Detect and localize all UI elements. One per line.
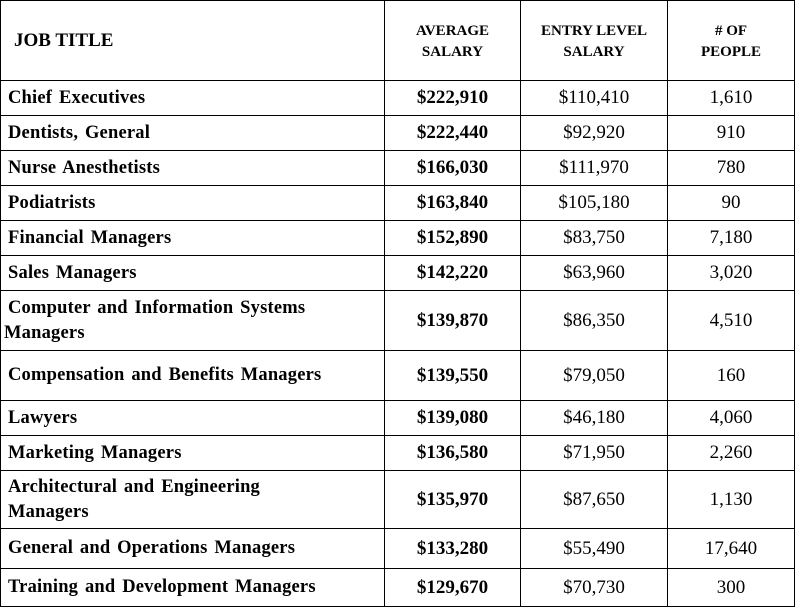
job-title-cell — [1, 291, 385, 351]
average-salary-cell: $142,220 — [385, 256, 521, 291]
job-title-cell: Sales Managers — [1, 256, 385, 291]
job-title-cell: Lawyers — [1, 401, 385, 436]
job-title-line1: Computer and Information Systems — [8, 297, 306, 318]
job-title-cell: Podiatrists — [1, 186, 385, 221]
people-count-cell: 780 — [668, 151, 795, 186]
average-salary-header-line2: SALARY — [421, 43, 484, 60]
people-count-cell: 2,260 — [668, 436, 795, 471]
entry-salary-cell: $71,950 — [521, 436, 668, 471]
table-row — [1, 471, 795, 529]
people-count-cell: 4,510 — [668, 291, 795, 351]
job-title-cell — [1, 471, 385, 529]
job-title-line2: Managers — [4, 322, 85, 343]
table-row — [1, 351, 795, 401]
entry-salary-cell: $79,050 — [521, 351, 668, 401]
job-title-cell: Training and Development Managers — [1, 569, 385, 607]
average-salary-header — [385, 1, 521, 81]
average-salary-cell: $163,840 — [385, 186, 521, 221]
people-count-cell: 90 — [668, 186, 795, 221]
average-salary-cell: $136,580 — [385, 436, 521, 471]
entry-salary-cell: $83,750 — [521, 221, 668, 256]
entry-salary-cell: $105,180 — [521, 186, 668, 221]
average-salary-cell: $139,870 — [385, 291, 521, 351]
average-salary-cell: $222,910 — [385, 81, 521, 116]
people-count-cell: 1,130 — [668, 471, 795, 529]
people-count-cell: 910 — [668, 116, 795, 151]
average-salary-cell: $135,970 — [385, 471, 521, 529]
table-header — [1, 1, 795, 81]
people-count-cell: 160 — [668, 351, 795, 401]
people-count-cell: 3,020 — [668, 256, 795, 291]
job-title-cell: Marketing Managers — [1, 436, 385, 471]
table-row — [1, 221, 795, 256]
job-title-cell: General and Operations Managers — [1, 529, 385, 569]
job-title-header: JOB TITLE — [1, 1, 385, 81]
job-title-line1: Architectural and Engineering — [8, 476, 261, 497]
entry-salary-cell: $63,960 — [521, 256, 668, 291]
entry-level-salary-header — [521, 1, 668, 81]
entry-salary-cell: $55,490 — [521, 529, 668, 569]
average-salary-cell: $139,550 — [385, 351, 521, 401]
people-count-cell: 1,610 — [668, 81, 795, 116]
people-header-line2: PEOPLE — [700, 43, 761, 60]
people-header-line1: # OF — [714, 22, 748, 39]
average-salary-cell: $222,440 — [385, 116, 521, 151]
table-row — [1, 401, 795, 436]
entry-salary-cell: $92,920 — [521, 116, 668, 151]
job-title-cell: Dentists, General — [1, 116, 385, 151]
entry-salary-cell: $111,970 — [521, 151, 668, 186]
entry-level-header-line2: SALARY — [563, 43, 625, 60]
table-row — [1, 116, 795, 151]
table-row — [1, 256, 795, 291]
average-salary-cell: $133,280 — [385, 529, 521, 569]
table-row — [1, 291, 795, 351]
entry-salary-cell: $86,350 — [521, 291, 668, 351]
entry-salary-cell: $87,650 — [521, 471, 668, 529]
table-row — [1, 569, 795, 607]
entry-salary-cell: $46,180 — [521, 401, 668, 436]
header-row — [1, 1, 795, 81]
table-body — [1, 81, 795, 607]
entry-salary-cell: $70,730 — [521, 569, 668, 607]
table-row — [1, 529, 795, 569]
entry-salary-cell: $110,410 — [521, 81, 668, 116]
people-count-cell: 7,180 — [668, 221, 795, 256]
table-row — [1, 81, 795, 116]
people-count-cell: 300 — [668, 569, 795, 607]
job-title-cell: Nurse Anesthetists — [1, 151, 385, 186]
average-salary-cell: $152,890 — [385, 221, 521, 256]
average-salary-cell: $129,670 — [385, 569, 521, 607]
job-title-cell: Chief Executives — [1, 81, 385, 116]
table-row — [1, 186, 795, 221]
job-title-line2: Managers — [8, 501, 89, 522]
entry-level-header-line1: ENTRY LEVEL — [540, 22, 648, 39]
average-salary-header-line1: AVERAGE — [415, 22, 490, 39]
job-title-cell: Compensation and Benefits Managers — [1, 351, 385, 401]
job-title-cell: Financial Managers — [1, 221, 385, 256]
average-salary-cell: $166,030 — [385, 151, 521, 186]
table-row — [1, 151, 795, 186]
people-count-cell: 17,640 — [668, 529, 795, 569]
people-count-header — [668, 1, 795, 81]
table-row — [1, 436, 795, 471]
average-salary-cell: $139,080 — [385, 401, 521, 436]
people-count-cell: 4,060 — [668, 401, 795, 436]
